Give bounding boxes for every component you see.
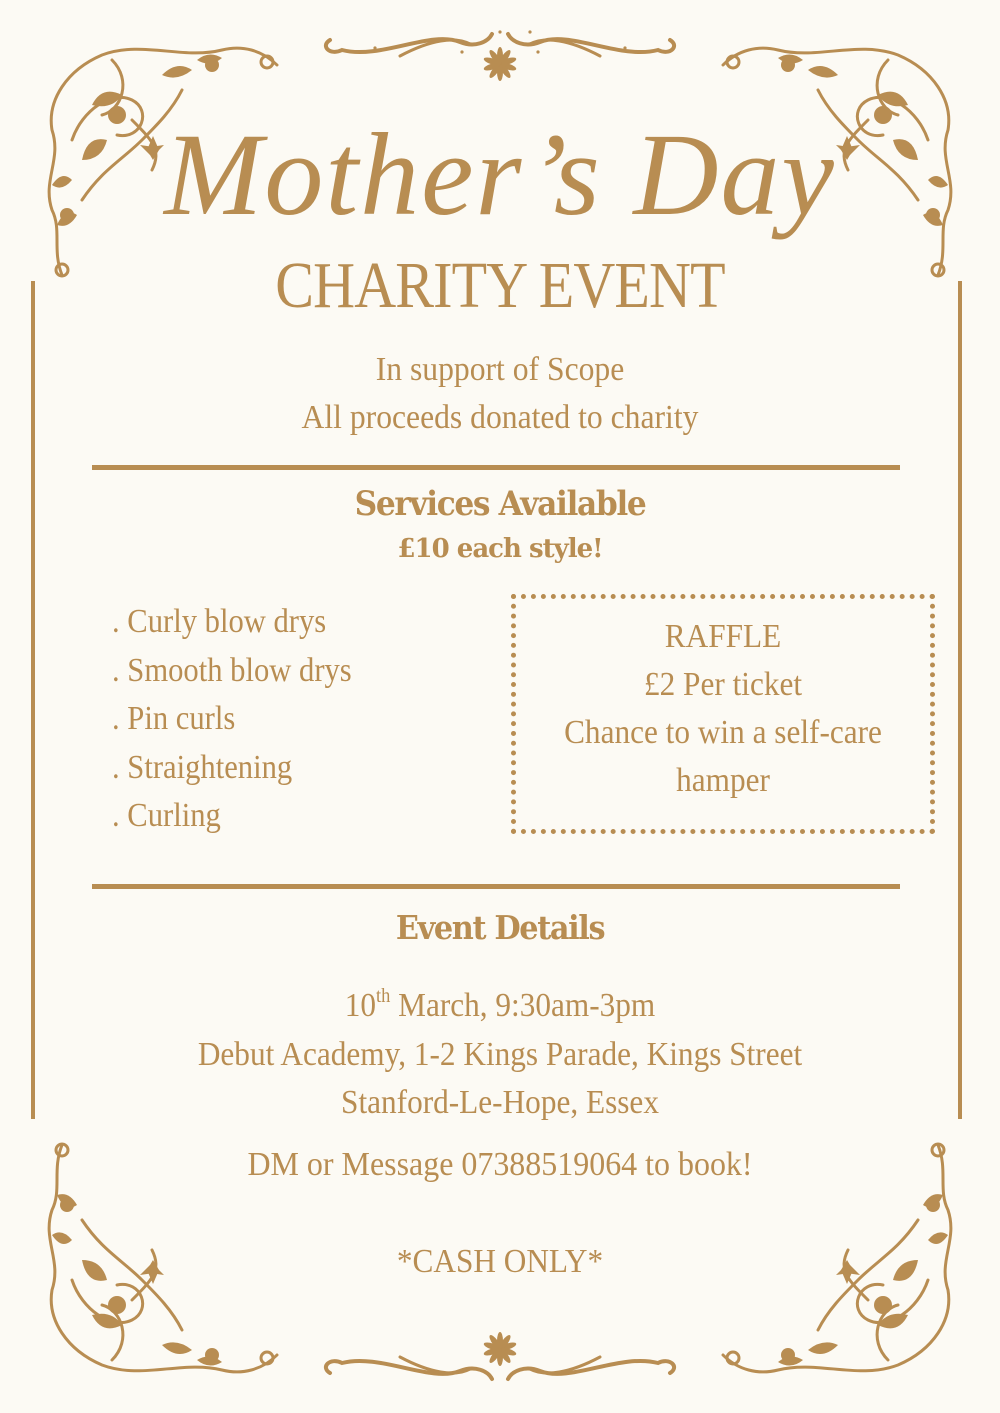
event-details [40,982,960,1128]
divider-top [92,465,900,470]
flourish-divider-top-icon [320,20,680,80]
service-item: . Straightening [112,748,293,786]
service-item: . Smooth blow drys [112,651,352,689]
raffle-prize-line-2: hamper [676,762,770,799]
services-price-note: £10 each style! [397,534,603,564]
event-date-day: 10 [344,987,377,1024]
raffle-box [511,594,935,834]
support-line-1: In support of Scope [375,351,625,388]
services-list [112,598,472,841]
booking-contact: DM or Message 07388519064 to book! [247,1146,753,1183]
service-item: . Curling [112,797,221,834]
event-subtitle: CHARITY EVENT [275,249,725,322]
divider-middle [92,884,900,889]
raffle-title: RAFFLE [664,618,782,655]
service-item: . Pin curls [112,700,236,737]
event-date-time [40,982,960,1031]
flourish-divider-bottom-icon [320,1333,680,1393]
payment-note: *CASH ONLY* [396,1243,604,1280]
services-heading: Services Available [354,484,646,524]
service-item: . Curly blow drys [112,603,327,640]
raffle-price: £2 Per ticket [643,666,803,703]
event-date-rest: March, 9:30am-3pm [390,987,656,1024]
raffle-prize-line-1: Chance to win a self-care [564,714,882,751]
event-town: Stanford-Le-Hope, Essex [341,1084,659,1121]
support-statement [35,346,965,442]
support-line-2: All proceeds donated to charity [301,399,699,436]
event-venue: Debut Academy, 1-2 Kings Parade, Kings Street [197,1035,803,1073]
event-date-suffix: th [376,985,391,1007]
event-details-heading: Event Details [395,908,605,947]
event-title-script: Mother’s Day [164,109,836,240]
